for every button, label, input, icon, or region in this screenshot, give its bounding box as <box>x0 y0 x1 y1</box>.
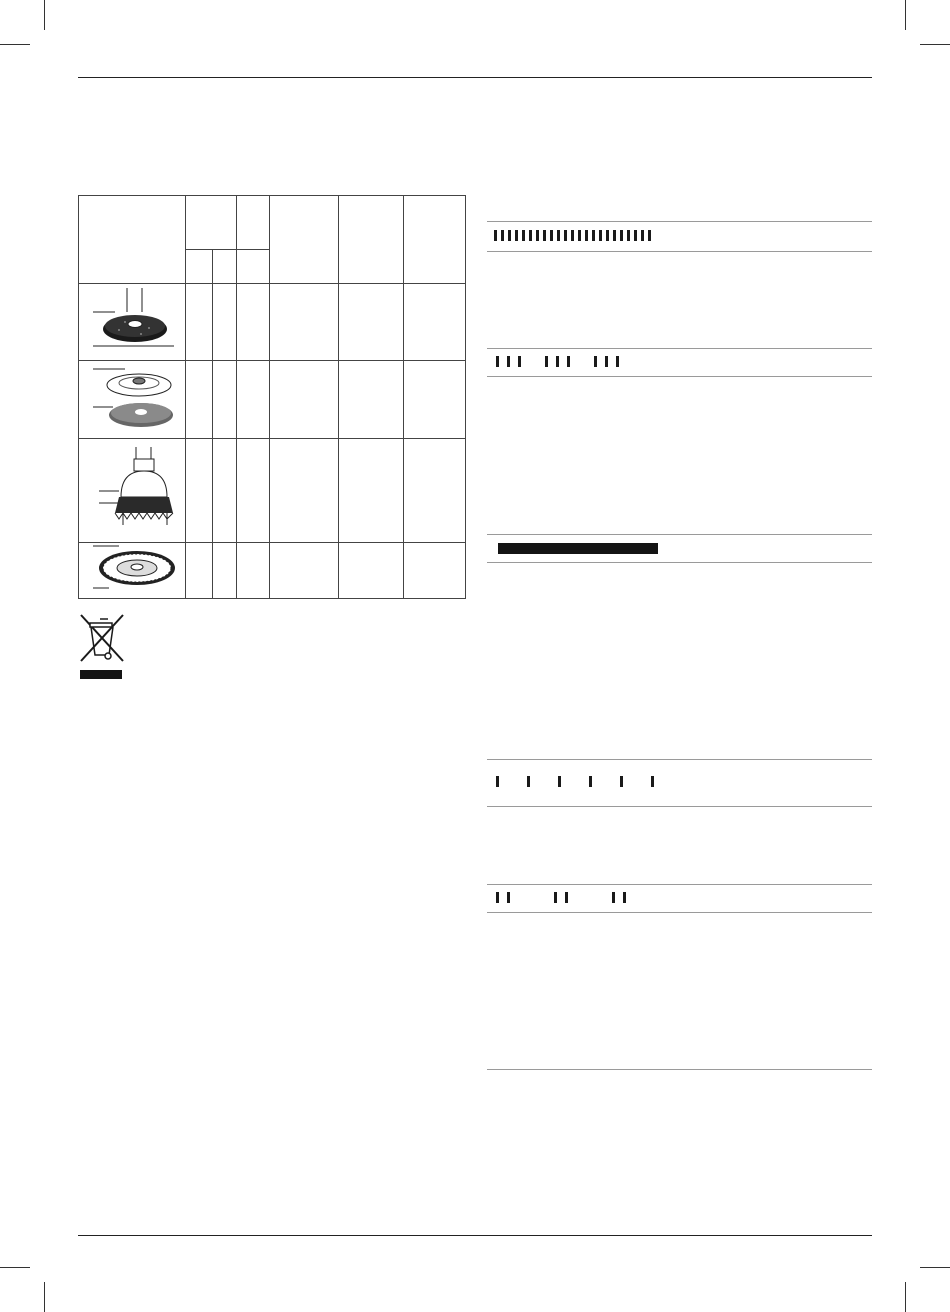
subheader-cell-c <box>237 250 270 284</box>
wire-wheel-icon <box>79 543 186 599</box>
crop-mark-bl-v <box>44 1282 45 1312</box>
cell <box>404 361 466 439</box>
crop-mark-bl-h <box>0 1267 30 1268</box>
header-cell-5 <box>339 196 404 284</box>
section-rule <box>487 1069 872 1070</box>
table-row <box>79 361 466 439</box>
cell <box>237 284 270 361</box>
barcode-heading-1 <box>494 230 655 241</box>
cell <box>339 361 404 439</box>
barcode-heading-4 <box>496 892 630 903</box>
backing-pad-icon <box>79 361 186 439</box>
crossed-out-wheelie-bin-icon <box>78 611 126 683</box>
section-rule <box>487 376 872 377</box>
cell <box>186 439 213 543</box>
cell <box>339 284 404 361</box>
crop-mark-tr-h <box>920 44 950 45</box>
cell <box>237 439 270 543</box>
cup-wire-brush-icon <box>79 439 186 543</box>
cell <box>237 543 270 599</box>
header-cell-group <box>186 196 237 250</box>
header-rule <box>78 77 872 78</box>
section-rule <box>487 251 872 252</box>
footer-rule <box>78 1235 872 1236</box>
cell <box>270 439 339 543</box>
crop-mark-tl-h <box>0 44 30 45</box>
barcode-heading-3 <box>496 776 658 787</box>
section-rule <box>487 759 872 760</box>
flap-disc-icon <box>79 284 186 361</box>
section-rule <box>487 534 872 535</box>
header-cell-image <box>79 196 186 284</box>
table-row <box>79 284 466 361</box>
crop-mark-br-v <box>905 1282 906 1312</box>
cell <box>213 439 237 543</box>
barcode-heading-2 <box>496 356 623 367</box>
crop-mark-br-h <box>920 1267 950 1268</box>
section-rule <box>487 884 872 885</box>
section-rule <box>487 562 872 563</box>
solid-bar-heading <box>498 543 658 554</box>
cell <box>213 543 237 599</box>
cell <box>404 284 466 361</box>
cell <box>186 543 213 599</box>
cell <box>339 543 404 599</box>
cell <box>186 361 213 439</box>
header-cell-4 <box>270 196 339 284</box>
section-rule <box>487 221 872 222</box>
crop-mark-tr-v <box>905 0 906 30</box>
section-rule <box>487 806 872 807</box>
subheader-cell-b <box>213 250 237 284</box>
section-rule <box>487 348 872 349</box>
cell <box>404 439 466 543</box>
cell <box>186 284 213 361</box>
header-cell-6 <box>404 196 466 284</box>
cell <box>213 284 237 361</box>
crop-mark-tl-v <box>44 0 45 30</box>
accessory-table <box>78 195 466 599</box>
subheader-cell-a <box>186 250 213 284</box>
cell <box>404 543 466 599</box>
table-row <box>79 439 466 543</box>
cell <box>270 284 339 361</box>
cell <box>339 439 404 543</box>
table-row <box>79 543 466 599</box>
cell <box>237 361 270 439</box>
header-cell-3 <box>237 196 270 250</box>
cell <box>270 361 339 439</box>
table-header-row <box>79 196 466 250</box>
cell <box>270 543 339 599</box>
cell <box>213 361 237 439</box>
section-rule <box>487 912 872 913</box>
